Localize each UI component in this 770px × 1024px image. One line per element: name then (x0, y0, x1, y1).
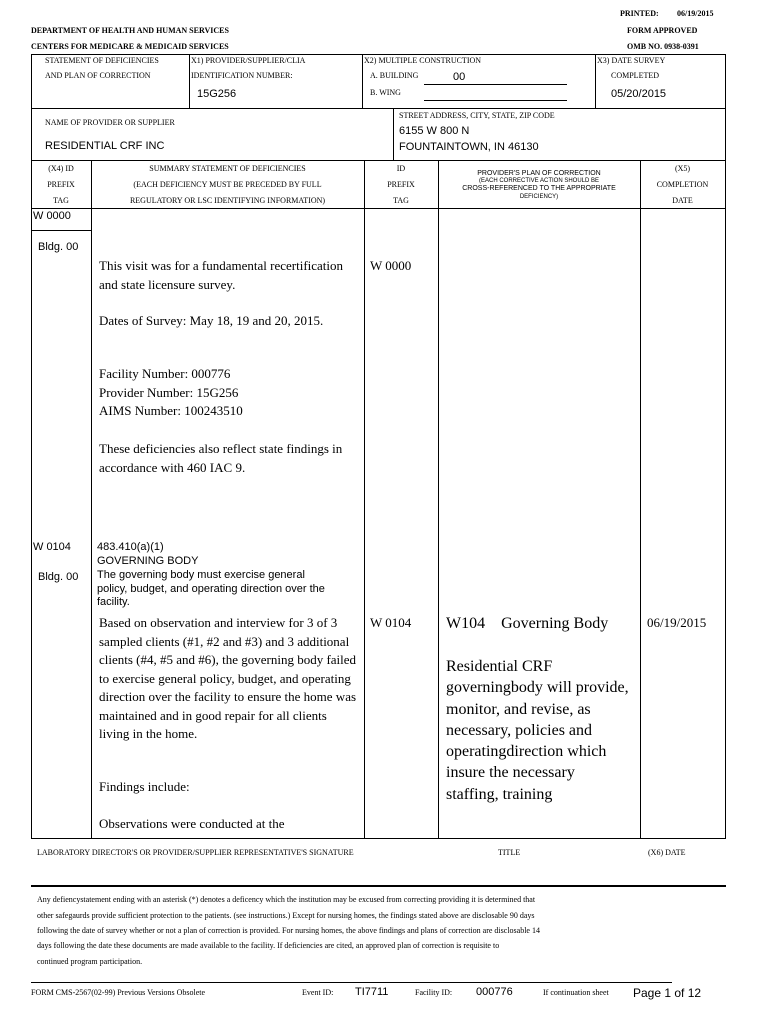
row1-facility-number: Facility Number: 000776 (99, 366, 231, 381)
row1-aims-number: AIMS Number: 100243510 (99, 403, 243, 418)
building-value: 00 (453, 71, 466, 83)
row1-building: Bldg. 00 (38, 241, 79, 253)
x6-date-label: (X6) DATE (648, 848, 686, 857)
provider-id-value: 15G256 (197, 88, 237, 100)
plan-of-correction-label: AND PLAN OF CORRECTION (45, 71, 151, 80)
row2-building: Bldg. 00 (38, 571, 79, 583)
address-line2: FOUNTAINTOWN, IN 46130 (399, 141, 539, 153)
row2-completion-date: 06/19/2015 (647, 615, 707, 630)
disclaimer-line5: continued program participation. (37, 957, 143, 966)
disclaimer-line4: days following the date these documents are made available to the facility. If deficiencies are cited, an approved plan of correction is requisite to (37, 941, 500, 950)
date-label: DATE (672, 196, 693, 205)
disclaimer-line1: Any defiencystatement ending with an asterisk (*) denotes a deficency which the institution may be excused from correcting providing it is determined that (37, 895, 536, 904)
completion-label: COMPLETION (656, 180, 709, 189)
summary-header-2: (EACH DEFICIENCY MUST BE PRECEDED BY FULL (133, 180, 322, 189)
row1-provider-number: Provider Number: 15G256 (99, 385, 239, 400)
x4-prefix-label: PREFIX (47, 180, 75, 189)
row1-paragraph-4: These deficiencies also reflect state findings in accordance with 460 IAC 9. (99, 441, 343, 475)
plan-header-1: PROVIDER'S PLAN OF CORRECTION (477, 170, 601, 177)
x5-label: (X5) (674, 164, 691, 173)
row2-findings-label: Findings include: (99, 779, 190, 794)
plan-header-3: CROSS-REFERENCED TO THE APPROPRIATE (462, 185, 616, 192)
x4-tag-label: TAG (53, 196, 69, 205)
row2-regulation-text: The governing body must exercise general policy, budget, and operating direction over the facility. (97, 569, 325, 608)
row2-regulation: 483.410(a)(1) (97, 541, 164, 553)
printed-date: 06/19/2015 (677, 9, 714, 18)
id-label: ID (396, 164, 406, 173)
omb-number: OMB NO. 0938-0391 (627, 42, 699, 51)
row1-paragraph-1: This visit was for a fundamental recertification and state licensure survey. (99, 258, 344, 292)
x1-label: X1) PROVIDER/SUPPLIER/CLIA (191, 56, 306, 65)
event-id-value: TI7711 (355, 986, 389, 998)
row2-paragraph-1: Based on observation and interview for 3 of 3 sampled clients (#1, #2 and #3) and 3 additional clients (#4, #5 and #6), the governing body failed to exercise general policy, budget, and operating direction over the facility to ensure the home was maintained and in good repair for all clients living in the home. (99, 615, 357, 741)
wing-label: B. WING (370, 88, 401, 97)
form-number: FORM CMS-2567(02-99) Previous Versions Obsolete (31, 988, 206, 997)
printed-label: PRINTED: (620, 9, 659, 18)
facility-id-value: 000776 (476, 986, 513, 998)
completed-label: COMPLETED (611, 71, 659, 80)
survey-date-value: 05/20/2015 (611, 88, 667, 100)
disclaimer-line3: following the date of survey whether or not a plan of correction is provided. For nursing homes, the above findings and plans of correction are disclosable 14 (37, 926, 540, 935)
building-label: A. BUILDING (370, 71, 419, 80)
row2-plan-body: Residential CRF governingbody will provide, monitor, and revise, as necessary, policies and operatingdirection which insure the necessary staffing, training (446, 658, 629, 803)
row2-tag: W 0104 (33, 541, 71, 553)
tag-label: TAG (393, 196, 409, 205)
plan-header-2: (EACH CORRECTIVE ACTION SHOULD BE (478, 178, 600, 184)
row2-plan-tag: W 0104 (370, 615, 412, 630)
row1-paragraph-2: Dates of Survey: May 18, 19 and 20, 2015. (99, 313, 324, 328)
event-id-label: Event ID: (302, 988, 334, 997)
row2-regulation-title: GOVERNING BODY (97, 555, 199, 567)
row2-plan-title: W104 Governing Body (446, 615, 609, 632)
disclaimer-line2: other safegaurds provide sufficient protection to the patients. (see instructions.) Except for nursing homes, the findings stated above are disclosable 90 days (37, 911, 535, 920)
row1-tag: W 0000 (33, 210, 71, 222)
form-approved: FORM APPROVED (627, 26, 698, 35)
x4-id-label: (X4) ID (48, 164, 74, 173)
row2-paragraph-3: Observations were conducted at the (99, 816, 285, 831)
row1-plan-tag: W 0000 (370, 258, 412, 273)
x2-label: X2) MULTIPLE CONSTRUCTION (364, 56, 482, 65)
prefix-label: PREFIX (387, 180, 415, 189)
summary-header-3: REGULATORY OR LSC IDENTIFYING INFORMATION) (129, 196, 326, 205)
plan-header-4: DEFICIENCY) (519, 194, 559, 200)
department-name: DEPARTMENT OF HEALTH AND HUMAN SERVICES (31, 26, 229, 35)
facility-id-label: Facility ID: (415, 988, 453, 997)
address-label: STREET ADDRESS, CITY, STATE, ZIP CODE (399, 111, 555, 120)
address-line1: 6155 W 800 N (399, 125, 470, 137)
title-label: TITLE (498, 848, 521, 857)
centers-name: CENTERS FOR MEDICARE & MEDICAID SERVICES (31, 42, 229, 51)
page-number: Page 1 of 12 (633, 986, 702, 1000)
provider-name-value: RESIDENTIAL CRF INC (45, 140, 165, 152)
x3-label: X3) DATE SURVEY (597, 56, 666, 65)
provider-name-label: NAME OF PROVIDER OR SUPPLIER (45, 118, 175, 127)
continuation-label: If continuation sheet (543, 988, 609, 997)
summary-header-1: SUMMARY STATEMENT OF DEFICIENCIES (149, 164, 306, 173)
signature-label: LABORATORY DIRECTOR'S OR PROVIDER/SUPPLIER REPRESENTATIVE'S SIGNATURE (37, 848, 354, 857)
statement-label: STATEMENT OF DEFICIENCIES (45, 56, 159, 65)
identification-label: IDENTIFICATION NUMBER: (191, 71, 293, 80)
